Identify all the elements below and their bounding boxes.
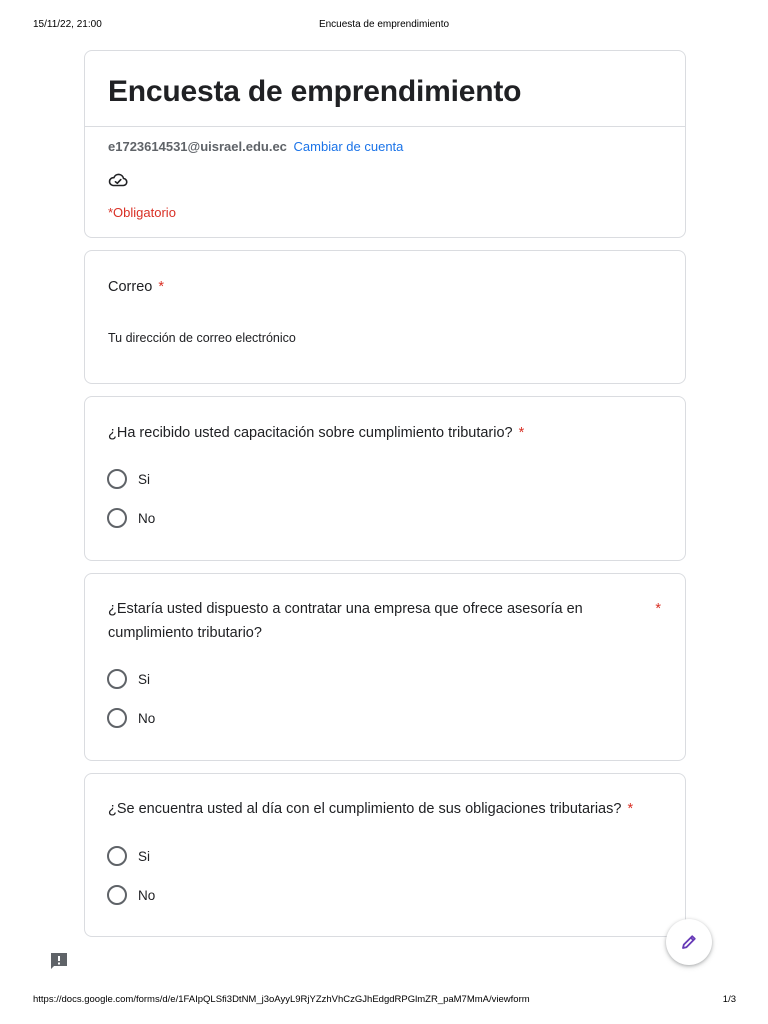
question-title-line1: ¿Estaría usted dispuesto a contratar una empresa que ofrece asesoría en	[108, 601, 583, 617]
radio-option-si[interactable]	[107, 468, 150, 490]
radio-button[interactable]	[107, 885, 127, 905]
pencil-icon	[679, 932, 699, 952]
required-star: *	[655, 601, 661, 617]
print-url: https://docs.google.com/forms/d/e/1FAIpQLSfi3DtNM_j3oAyyL9RjYZzhVhCzGJhEdgdRPGlmZR_paM7MmA/viewform	[33, 994, 530, 1005]
print-header	[0, 19, 768, 33]
radio-label: Si	[138, 471, 151, 487]
radio-label: No	[138, 710, 156, 726]
radio-button[interactable]	[107, 508, 127, 528]
radio-option-si[interactable]	[107, 845, 150, 867]
question-card-advisory	[84, 573, 686, 761]
question-card-email	[84, 250, 686, 384]
question-title-text: ¿Se encuentra usted al día con el cumplimiento de sus obligaciones tributarias?	[108, 801, 622, 817]
print-title: Encuesta de emprendimiento	[318, 19, 450, 30]
switch-account-link[interactable]: Cambiar de cuenta	[293, 139, 404, 154]
question-title-line2: cumplimiento tributario?	[108, 625, 262, 641]
radio-option-si[interactable]	[107, 668, 150, 690]
radio-button[interactable]	[107, 846, 127, 866]
question-title	[108, 797, 633, 821]
question-title-text: Correo	[108, 279, 153, 295]
radio-label: No	[138, 887, 156, 903]
radio-label: No	[138, 510, 156, 526]
email-input[interactable]: Tu dirección de correo electrónico	[108, 331, 296, 345]
print-footer	[0, 994, 768, 1008]
radio-option-no[interactable]	[107, 884, 155, 906]
radio-label: Si	[138, 848, 151, 864]
print-date: 15/11/22, 21:00	[33, 19, 102, 30]
radio-option-no[interactable]	[107, 707, 155, 729]
question-title	[108, 597, 583, 645]
feedback-icon[interactable]	[49, 951, 69, 971]
required-star: *	[518, 425, 525, 441]
question-title-text: ¿Ha recibido usted capacitación sobre cumplimiento tributario?	[108, 425, 513, 441]
question-title	[108, 421, 524, 445]
print-page-number: 1/3	[722, 994, 736, 1005]
required-note: *Obligatorio	[108, 205, 176, 220]
edit-fab-button[interactable]	[666, 919, 712, 965]
radio-button[interactable]	[107, 469, 127, 489]
radio-button[interactable]	[107, 708, 127, 728]
question-card-training	[84, 396, 686, 561]
header-divider	[85, 126, 685, 127]
account-email: e1723614531@uisrael.edu.ec	[108, 139, 287, 154]
radio-option-no[interactable]	[107, 507, 155, 529]
account-row	[108, 139, 403, 154]
question-title	[108, 275, 164, 299]
form-header-card	[84, 50, 686, 238]
question-card-obligations	[84, 773, 686, 937]
form-title: Encuesta de emprendimiento	[108, 75, 522, 108]
required-star: *	[158, 279, 165, 295]
radio-label: Si	[138, 671, 151, 687]
cloud-saved-icon	[108, 171, 128, 189]
radio-button[interactable]	[107, 669, 127, 689]
required-star: *	[627, 801, 634, 817]
